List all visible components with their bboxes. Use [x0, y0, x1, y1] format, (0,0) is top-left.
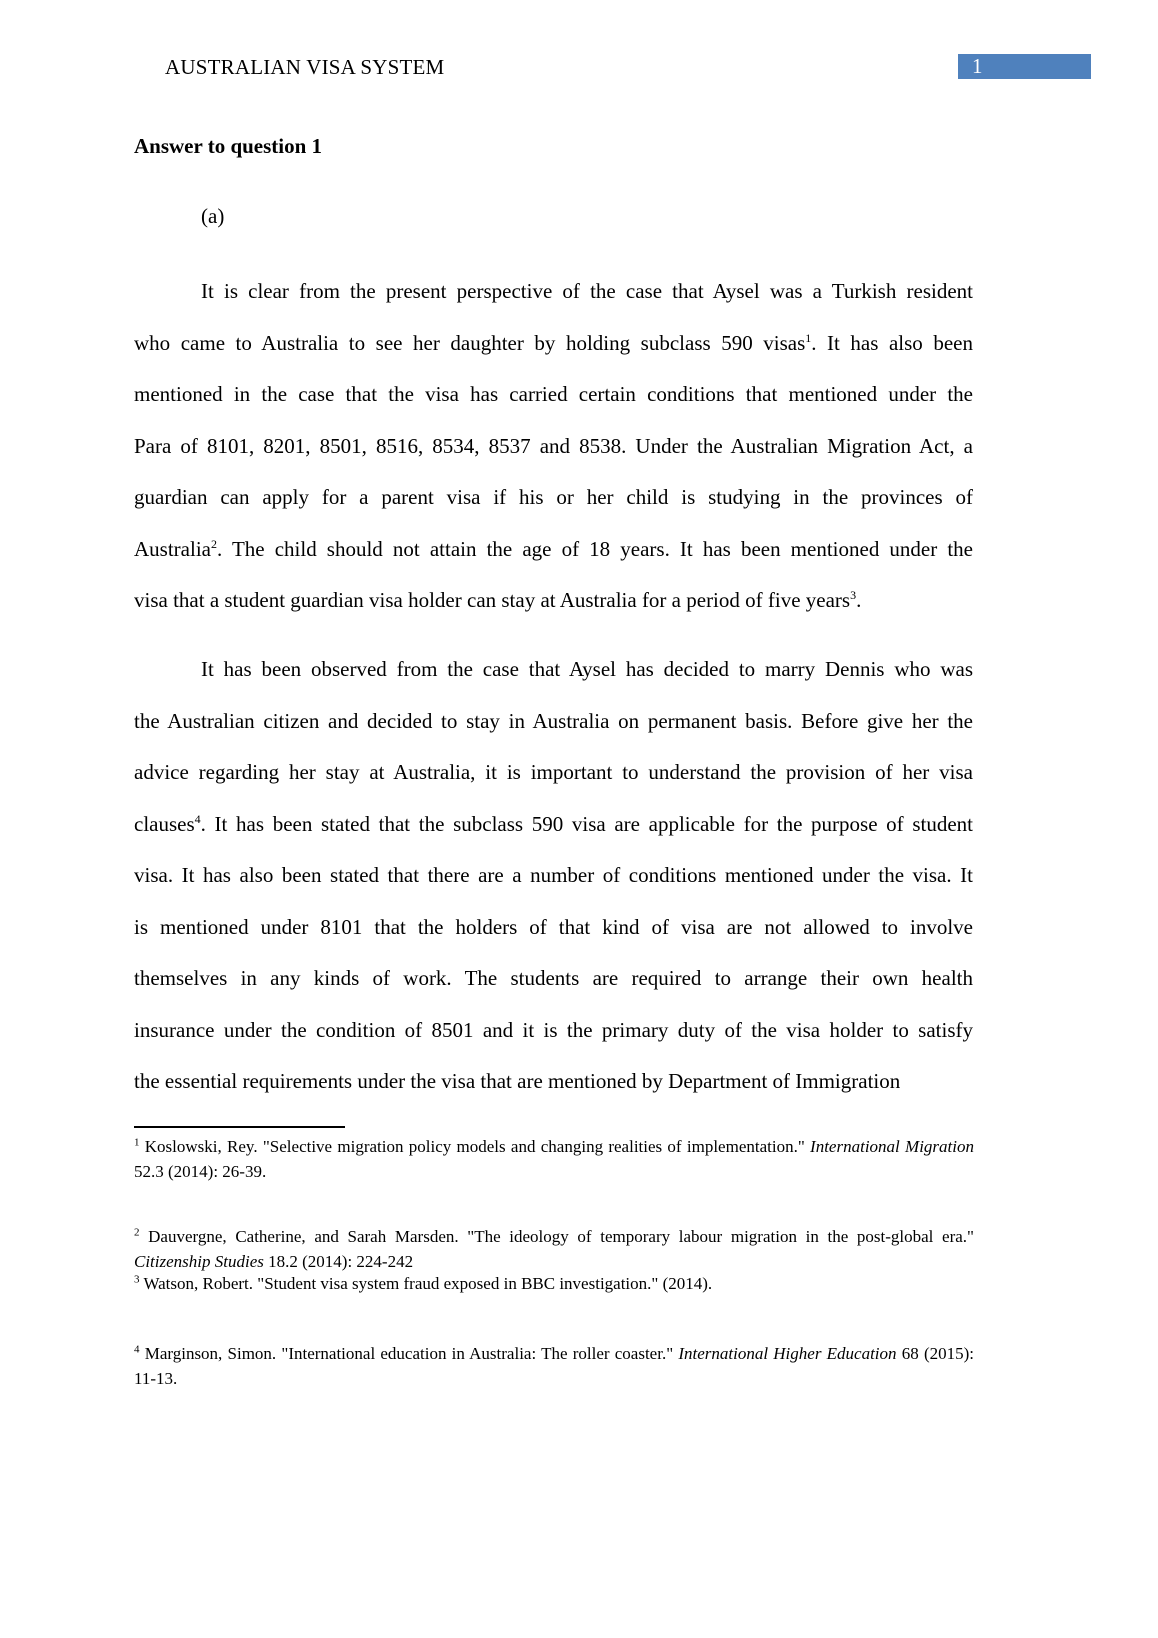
text-run: visa. It has also been stated that there are a number of conditions mentioned under the visa. It [134, 863, 973, 887]
footnote-text: Marginson, Simon. "International education in Australia: The roller coaster." [139, 1344, 679, 1363]
footnote-separator [134, 1126, 345, 1128]
footnote-reference: 4 [194, 811, 201, 826]
text-run: guardian can apply for a parent visa if his or her child is studying in the provinces of [134, 485, 973, 509]
footnote [134, 1341, 974, 1391]
text-run: mentioned in the case that the visa has carried certain conditions that mentioned under the [134, 382, 973, 406]
footnote [134, 1134, 974, 1184]
text-line [134, 276, 973, 328]
text-line [134, 963, 973, 1015]
text-line [134, 379, 973, 431]
footnote-reference: 2 [210, 536, 217, 551]
text-run: . It has also been [811, 330, 973, 355]
text-line [134, 809, 973, 861]
body-paragraph [134, 654, 973, 1118]
text-line [134, 654, 973, 706]
text-line [134, 860, 973, 912]
text-line [134, 706, 973, 758]
running-header-title: AUSTRALIAN VISA SYSTEM [165, 55, 445, 79]
footnote-text: Dauvergne, Catherine, and Sarah Marsden. "The ideology of temporary labour migration in the post-global era." [139, 1227, 974, 1246]
text-run: Para of 8101, 8201, 8501, 8516, 8534, 8537 and 8538. Under the Australian Migration Act, a [134, 433, 973, 458]
footnote-source-title: International Higher Education [678, 1344, 897, 1363]
footnote-number: 4 [134, 1343, 140, 1356]
footnote [134, 1271, 974, 1296]
footnote-source-title: Citizenship Studies [134, 1252, 264, 1271]
footnote-reference: 1 [805, 330, 812, 345]
footnote-number: 1 [134, 1136, 140, 1149]
footnote-number: 2 [134, 1226, 140, 1239]
text-line [134, 757, 973, 809]
text-line [134, 585, 973, 637]
body-paragraph [134, 276, 973, 637]
section-heading: Answer to question 1 [134, 134, 323, 158]
text-run: Australia [134, 536, 211, 561]
text-run: . It has been stated that the subclass 590 visa are applicable for the purpose of student [200, 811, 973, 836]
text-run: the Australian citizen and decided to stay in Australia on permanent basis. Before give her the [134, 708, 973, 733]
text-run: insurance under the condition of 8501 and it is the primary duty of the visa holder to satisfy [134, 1017, 973, 1042]
text-run: is mentioned under 8101 that the holders of that kind of visa are not allowed to involve [134, 914, 973, 939]
text-line [134, 482, 973, 534]
footnote-reference: 3 [850, 588, 857, 602]
subsection-label: (a) [201, 204, 225, 228]
footnote-citation: 68 (2015): 11-13. [134, 1344, 974, 1388]
text-run: visa that a student guardian visa holder can stay at Australia for a period of five years [134, 588, 851, 612]
text-line [134, 1066, 973, 1118]
text-run: It is clear from the present perspective of the case that Aysel was a Turkish resident [201, 279, 973, 303]
text-line [134, 912, 973, 964]
page-number: 1 [972, 54, 983, 78]
text-line [134, 328, 973, 380]
footnote [134, 1224, 974, 1274]
text-run: advice regarding her stay at Australia, it is important to understand the provision of her visa [134, 760, 973, 784]
text-line [134, 534, 973, 586]
page-number-box [958, 54, 1091, 79]
text-run: who came to Australia to see her daughter by holding subclass 590 visas [134, 330, 806, 355]
footnote-number: 3 [134, 1273, 140, 1286]
footnote-source-title: International Migration [810, 1137, 974, 1156]
footnote-citation: 52.3 (2014): 26-39. [134, 1162, 267, 1181]
text-run: It has been observed from the case that Aysel has decided to marry Dennis who was [201, 657, 973, 681]
footnote-text: Koslowski, Rey. "Selective migration policy models and changing realities of implementation." [139, 1137, 811, 1156]
footnote-text: Watson, Robert. "Student visa system fraud exposed in BBC investigation." (2014). [139, 1274, 713, 1293]
text-run: . [856, 588, 862, 612]
text-line [134, 1015, 973, 1067]
text-line [134, 431, 973, 483]
text-run: themselves in any kinds of work. The students are required to arrange their own health [134, 966, 973, 990]
text-run: clauses [134, 811, 195, 836]
footnote-citation: 18.2 (2014): 224-242 [263, 1252, 414, 1271]
text-run: the essential requirements under the visa that are mentioned by Department of Immigration [134, 1069, 901, 1093]
text-run: . The child should not attain the age of 18 years. It has been mentioned under the [216, 536, 973, 561]
